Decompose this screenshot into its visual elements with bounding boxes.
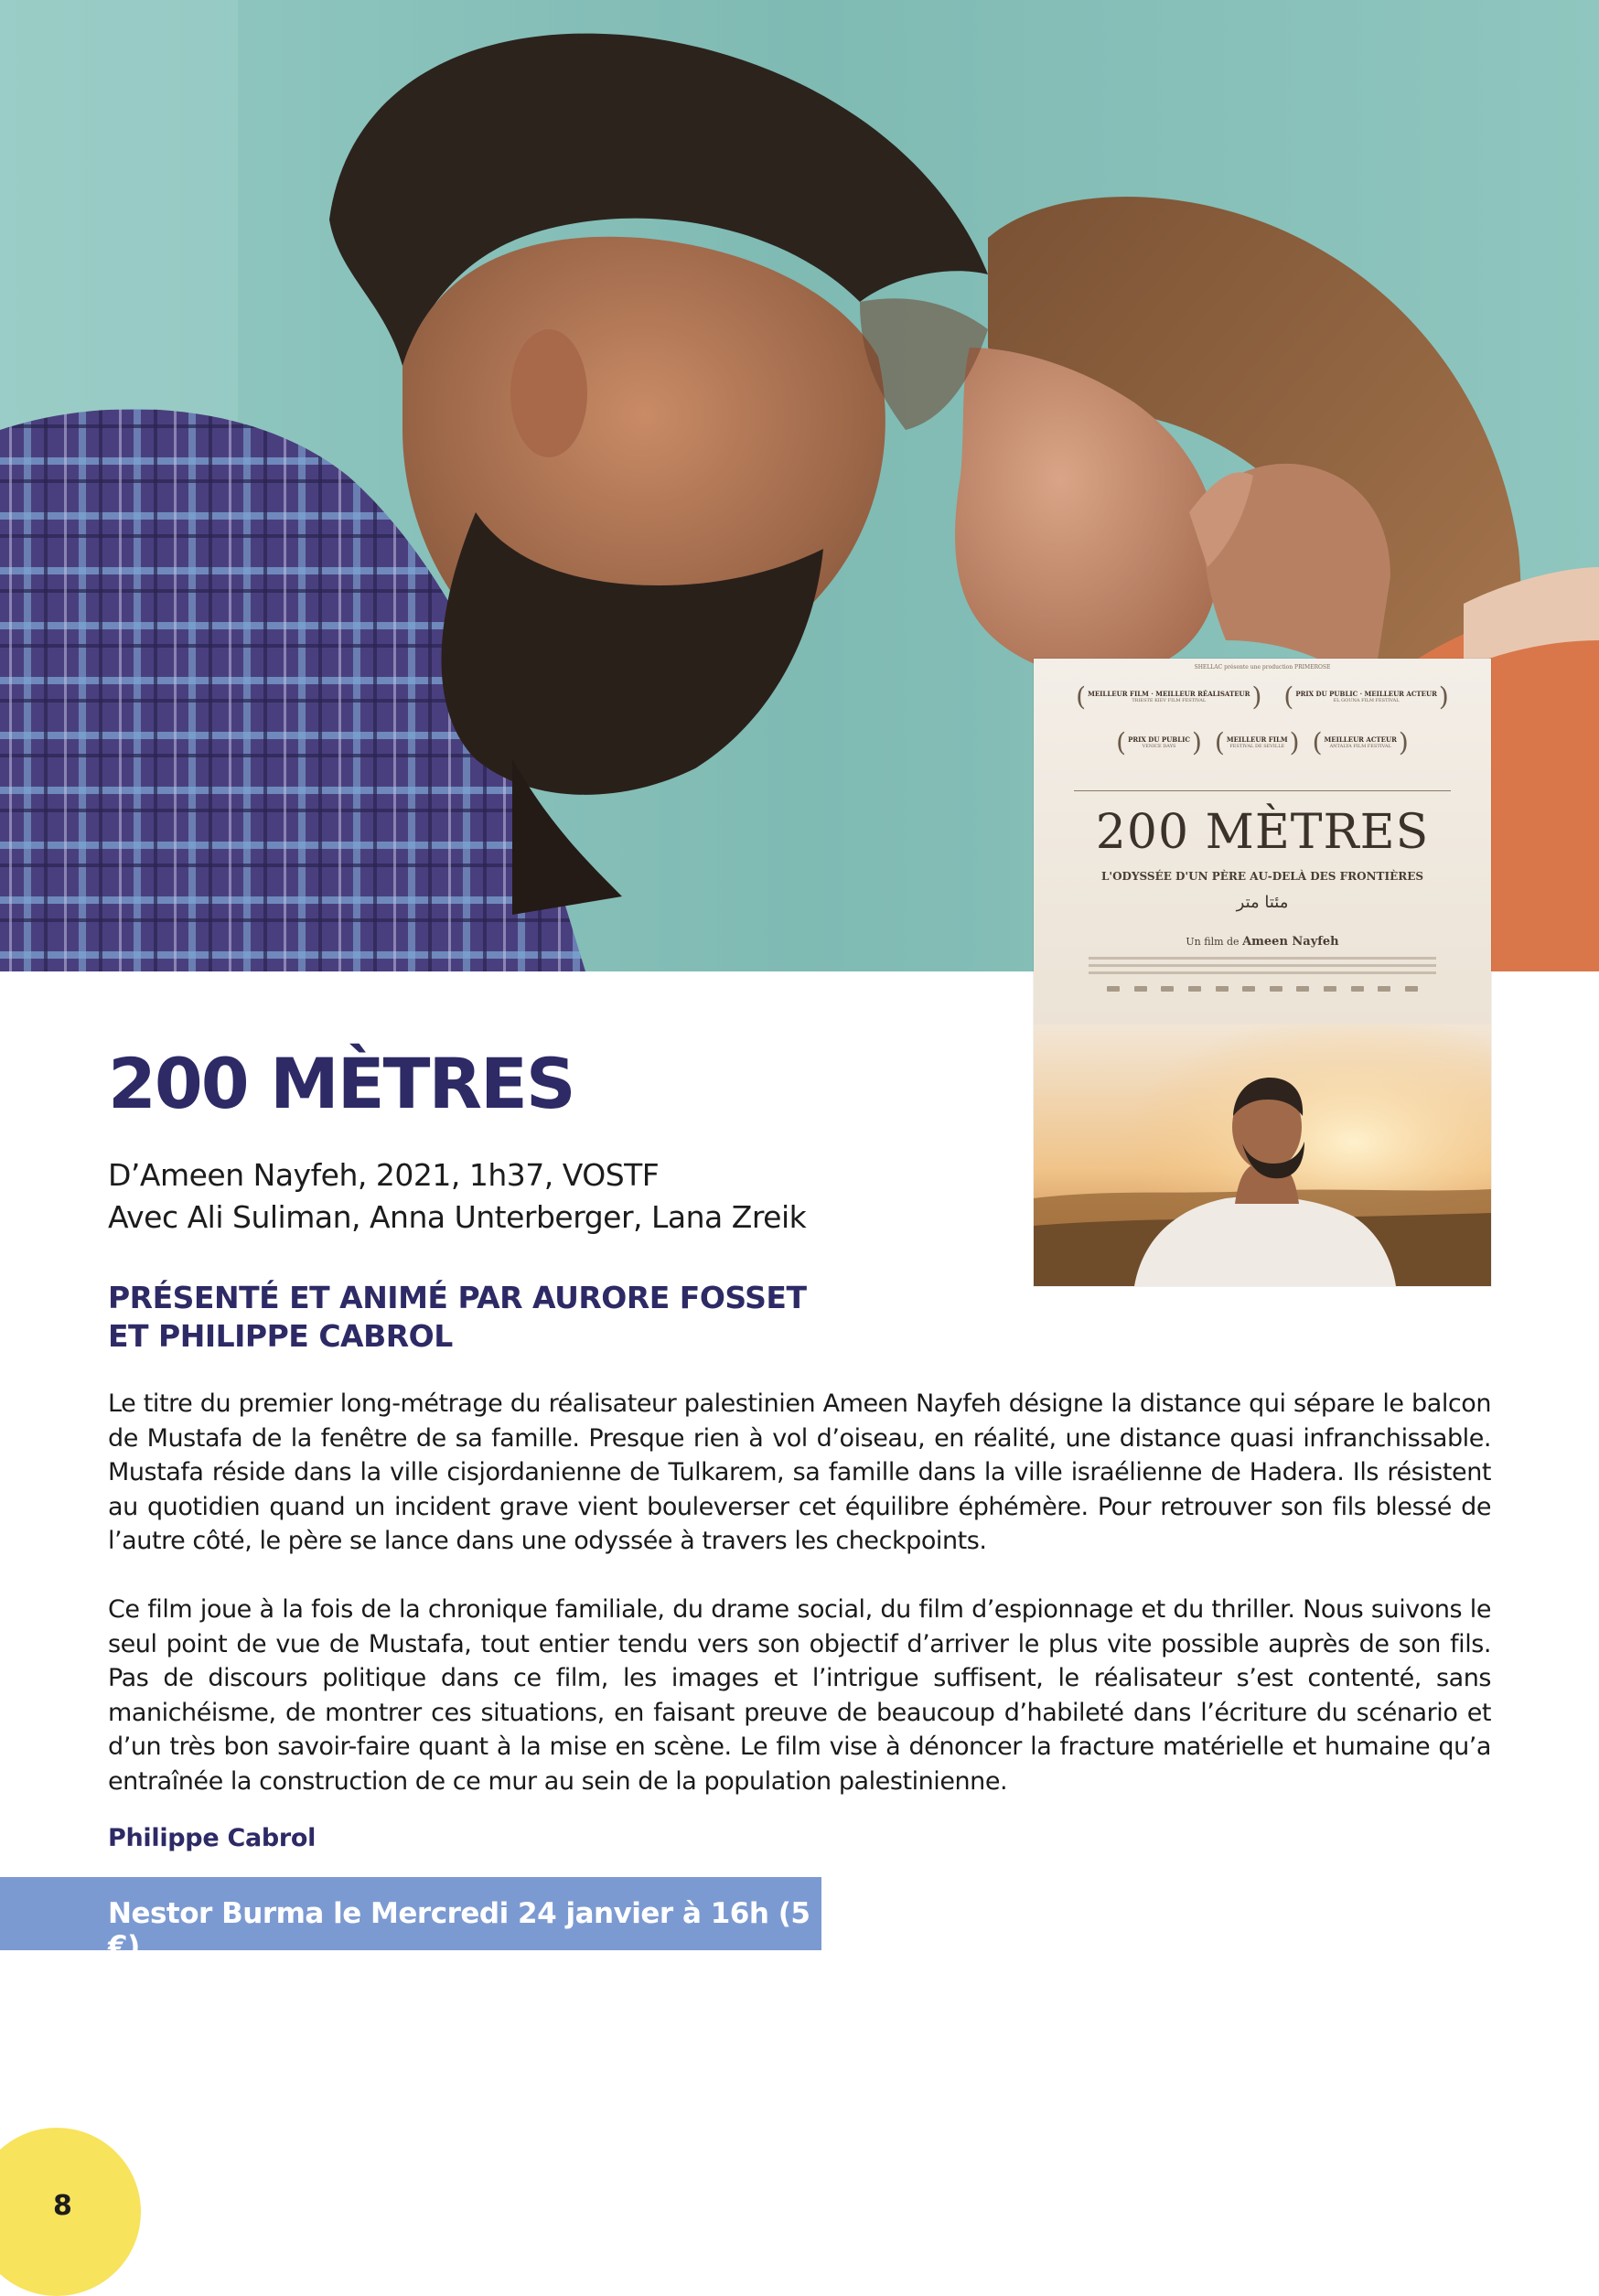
presenter-line: PRÉSENTÉ ET ANIMÉ PAR AURORE FOSSET xyxy=(108,1280,807,1315)
award-title: PRIX DU PUBLIC · MEILLEUR ACTEUR xyxy=(1295,689,1437,698)
poster-header xyxy=(1034,659,1491,1025)
poster-photo xyxy=(1034,1025,1491,1286)
laurel-left-icon: ( xyxy=(1214,727,1225,757)
poster-awards-row1 xyxy=(1034,681,1491,712)
laurel-right-icon: ) xyxy=(1289,727,1300,757)
award-festival: VENICE DAYS xyxy=(1142,744,1176,750)
poster-title: 200 MÈTRES xyxy=(1095,805,1430,860)
poster-awards-row2 xyxy=(1034,727,1491,757)
laurel-award xyxy=(1116,727,1202,757)
screening-info: Nestor Burma le Mercredi 24 janvier à 16h (5 €) xyxy=(108,1897,810,1963)
sponsor-logo xyxy=(1242,986,1255,992)
poster-subtitle: L'ODYSSÉE D'UN PÈRE AU-DELÀ DES FRONTIÈRES xyxy=(1100,870,1424,883)
film-director-info: D’Ameen Nayfeh, 2021, 1h37, VOSTF xyxy=(108,1157,660,1193)
sponsor-logo xyxy=(1216,986,1229,992)
review-paragraph: Ce film joue à la fois de la chronique familiale, du drame social, du film d’espionnage et du thriller. Nous suivons le seul point de vue de Mustafa, tout entier tendu vers son objectif d’arriver le plus vite possible auprès de son fils. Pas de discours politique dans ce film, les images et l’intrigue suffisent, le réalisateur s’est contenté, sans manichéisme, de montrer ces situations, en faisant preuve de beaucoup d’habileté dans l’écriture du scénario et d’un très bon savoir-faire quant à la mise en scène. Le film vise à dénoncer la fracture matérielle et humaine qu’a entraînée la construction de ce mur au sein de la population palestinienne. xyxy=(108,1595,1491,1796)
sponsor-logo xyxy=(1324,986,1336,992)
award-title: PRIX DU PUBLIC xyxy=(1128,735,1190,744)
laurel-award xyxy=(1214,727,1300,757)
laurel-right-icon: ) xyxy=(1191,727,1202,757)
laurel-left-icon: ( xyxy=(1283,681,1294,712)
sponsor-logo xyxy=(1351,986,1364,992)
poster-director-name: Ameen Nayfeh xyxy=(1242,935,1339,949)
presenter-line: ET PHILIPPE CABROL xyxy=(108,1318,453,1354)
poster-director xyxy=(1034,935,1491,949)
sponsor-logo xyxy=(1296,986,1309,992)
sponsor-logo xyxy=(1161,986,1174,992)
sponsor-logo xyxy=(1107,986,1120,992)
award-festival: TRIESTE KIEV FILM FESTIVAL xyxy=(1132,698,1207,704)
poster-sponsor-logos xyxy=(1107,986,1418,992)
laurel-award xyxy=(1283,681,1449,712)
synopsis-paragraph: Le titre du premier long-métrage du réalisateur palestinien Ameen Nayfeh désigne la distance qui sépare le balcon de Mustafa de la fenêtre de sa famille. Presque rien à vol d’oiseau, en réalité, une distance quasi infranchissable. Mustafa réside dans la ville cisjordanienne de Tulkarem, sa famille dans la ville israélienne de Hadera. Ils résistent au quotidien quand un incident grave vient bouleverser cet équilibre éphémère. Pour retrouver son fils blessé de l’autre côté, le père se lance dans une odyssée à travers les checkpoints. xyxy=(108,1389,1491,1555)
laurel-right-icon: ) xyxy=(1438,681,1449,712)
award-festival: EL GOUNA FILM FESTIVAL xyxy=(1333,698,1400,704)
poster-divider xyxy=(1074,790,1451,791)
award-title: MEILLEUR FILM · MEILLEUR RÉALISATEUR xyxy=(1088,689,1250,698)
presenter-heading xyxy=(108,1279,806,1356)
page-number: 8 xyxy=(53,2190,72,2222)
laurel-left-icon: ( xyxy=(1312,727,1323,757)
screening-banner xyxy=(0,1877,821,1963)
review-signature: Philippe Cabrol xyxy=(108,1824,317,1852)
poster-credits-block xyxy=(1089,971,1436,974)
sponsor-logo xyxy=(1270,986,1282,992)
laurel-right-icon: ) xyxy=(1251,681,1262,712)
film-title: 200 MÈTRES xyxy=(108,1043,574,1124)
laurel-award xyxy=(1312,727,1409,757)
sponsor-logo xyxy=(1378,986,1390,992)
award-festival: ANTALYA FILM FESTIVAL xyxy=(1329,744,1391,750)
poster-credit-top: SHELLAC présente une production PRIMEROSE xyxy=(1194,664,1331,671)
film-poster xyxy=(1034,659,1491,1286)
laurel-left-icon: ( xyxy=(1076,681,1087,712)
poster-arabic-title: مئتا متر xyxy=(1236,893,1289,912)
film-cast: Avec Ali Suliman, Anna Unterberger, Lana Zreik xyxy=(108,1199,807,1235)
award-title: MEILLEUR ACTEUR xyxy=(1324,735,1397,744)
poster-credits-block xyxy=(1089,964,1436,967)
sponsor-logo xyxy=(1134,986,1147,992)
sponsor-logo xyxy=(1188,986,1201,992)
laurel-award xyxy=(1076,681,1262,712)
poster-credits-block xyxy=(1089,957,1436,960)
sponsor-logo xyxy=(1405,986,1418,992)
laurel-right-icon: ) xyxy=(1398,727,1409,757)
poster-director-prefix: Un film de xyxy=(1186,936,1239,948)
film-meta xyxy=(108,1154,806,1239)
award-title: MEILLEUR FILM xyxy=(1226,735,1288,744)
laurel-left-icon: ( xyxy=(1116,727,1127,757)
award-festival: FESTIVAL DE SEVILLE xyxy=(1229,744,1285,750)
